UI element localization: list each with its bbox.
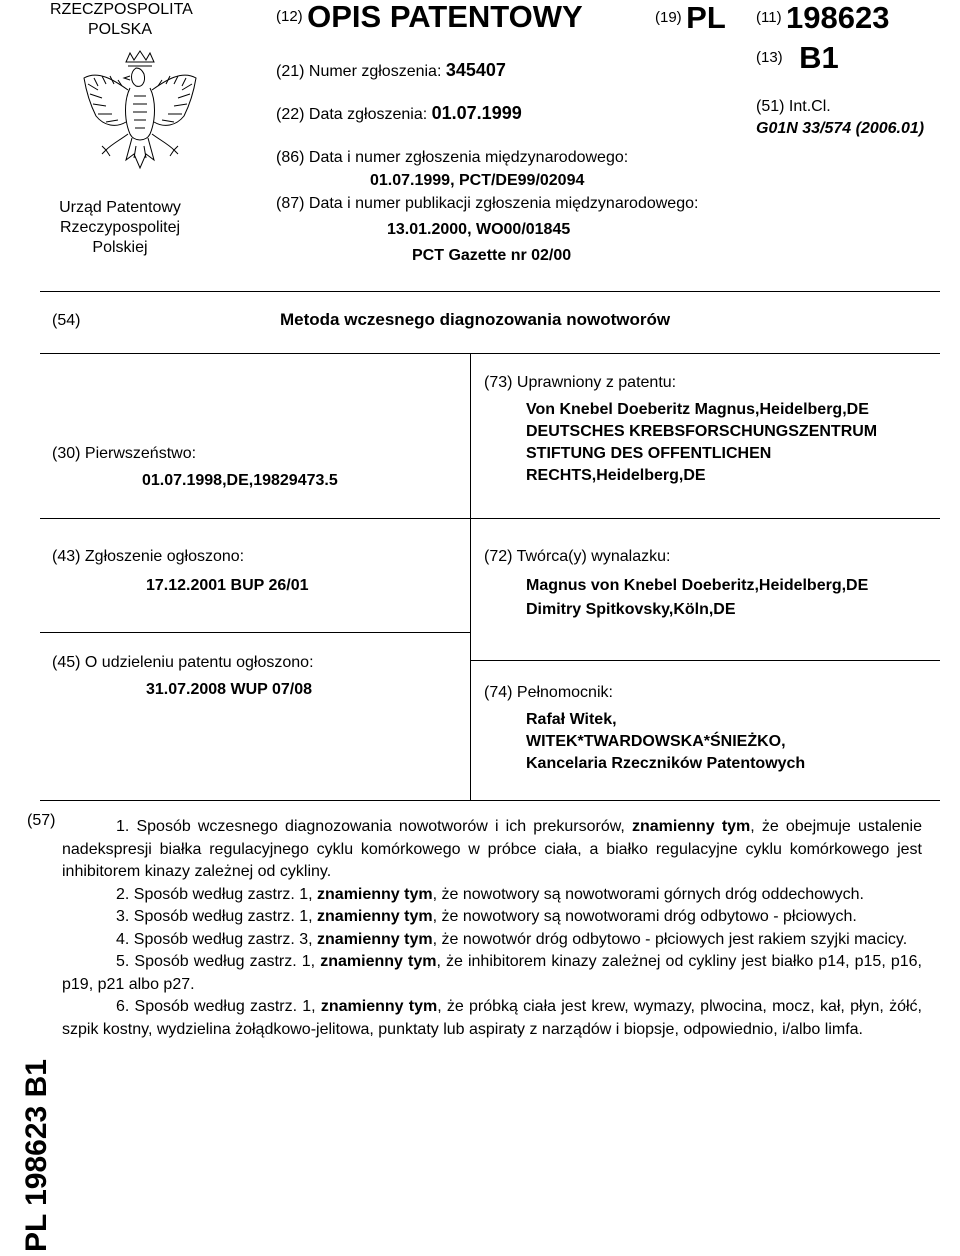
country-code-line xyxy=(655,2,726,34)
divider-left-2 xyxy=(40,632,470,633)
claim-4-keyword: znamienny tym xyxy=(317,930,433,948)
claim-4-text: 4. Sposób według zastrz. 3, xyxy=(116,930,313,948)
attorney-line: Kancelaria Rzeczników Patentowych xyxy=(526,755,806,772)
attorney-line: WITEK*TWARDOWSKA*ŚNIEŻKO, xyxy=(526,733,786,750)
claim-1 xyxy=(62,816,922,884)
doc-type-code: (12) xyxy=(276,8,303,25)
divider-top xyxy=(40,291,940,292)
proprietor-list xyxy=(526,399,877,487)
claim-2-keyword: znamienny tym xyxy=(317,885,433,903)
intl-app-value: 01.07.1999, PCT/DE99/02094 xyxy=(370,172,585,189)
claim-3 xyxy=(62,906,922,929)
inventor-line: Dimitry Spitkovsky,Köln,DE xyxy=(526,601,736,618)
country-code: PL xyxy=(686,0,726,35)
title-tag: (54) xyxy=(52,312,81,329)
intcl-value: G01N 33/574 (2006.01) xyxy=(756,120,925,137)
patent-number-line xyxy=(756,2,889,34)
app-number-label: (21) Numer zgłoszenia: xyxy=(276,63,442,80)
proprietor-line: RECHTS,Heidelberg,DE xyxy=(526,467,706,484)
claim-6-body: , że próbką ciała jest krew, wymazy, plwocina, mocz, kał, płyn, żółć, szpik kostny, wydzielina żołądkowo-jelitowa, punktaty lub aspiraty z narządów i biopsje, odpowiednio, i/albo limfa. xyxy=(62,998,922,1038)
patent-number: 198623 xyxy=(786,0,890,35)
claims-tag: (57) xyxy=(27,812,56,829)
office-country-line1: RZECZPOSPOLITA xyxy=(50,1,193,18)
divider-left-1 xyxy=(40,518,470,519)
claim-6 xyxy=(62,996,922,1041)
claim-1-body: , że obejmuje ustalenie nadekspresji białka regulacyjnego cyklu komórkowego w próbce ciała, a białko regulacyjne cyklu komórkowego jest inhibitorem kinazy zależnej od cykliny. xyxy=(62,818,922,880)
claim-4 xyxy=(62,929,922,952)
eagle-emblem xyxy=(78,50,202,178)
app-date-label: (22) Data zgłoszenia: xyxy=(276,106,428,123)
claim-1-keyword: znamienny tym xyxy=(632,818,751,835)
kind-tag: (13) xyxy=(756,49,783,66)
claim-5-keyword: znamienny tym xyxy=(320,953,437,970)
divider-right-1 xyxy=(470,518,940,519)
claim-4-body: , że nowotwór dróg odbytowo - płciowych jest rakiem szyjki macicy. xyxy=(432,930,908,948)
office-name-line1: Urząd Patentowy xyxy=(59,199,181,216)
intl-pub-value: 13.01.2000, WO00/01845 xyxy=(387,221,571,238)
intl-pub-label: (87) Data i numer publikacji zgłoszenia międzynarodowego: xyxy=(276,195,699,212)
patent-number-tag: (11) xyxy=(756,9,782,26)
attorney-list xyxy=(526,709,805,775)
claim-6-keyword: znamienny tym xyxy=(320,998,438,1015)
app-number: 345407 xyxy=(445,60,506,80)
pct-gazette: PCT Gazette nr 02/00 xyxy=(412,247,572,264)
office-country-line2: POLSKA xyxy=(87,21,153,38)
intcl-label: (51) Int.Cl. xyxy=(756,98,831,115)
attorney-line: Rafał Witek, xyxy=(526,711,617,728)
office-name-line2: Rzeczypospolitej Polskiej xyxy=(59,219,181,256)
doc-type-line xyxy=(276,0,583,34)
claim-3-body: , że nowotwory są nowotworami dróg odbytowo - płciowych. xyxy=(432,908,857,925)
app-date: 01.07.1999 xyxy=(431,103,522,123)
proprietor-line: DEUTSCHES KREBSFORSCHUNGSZENTRUM xyxy=(526,423,878,440)
intl-app-label: (86) Data i numer zgłoszenia międzynarodowego: xyxy=(276,149,629,166)
office-name xyxy=(40,198,200,258)
claim-5 xyxy=(62,951,922,996)
kind-code: B1 xyxy=(799,40,839,75)
inventors-label: (72) Twórca(y) wynalazku: xyxy=(484,548,671,565)
grant-label: (45) O udzieleniu patentu ogłoszono: xyxy=(52,654,314,671)
published-app-label: (43) Zgłoszenie ogłoszono: xyxy=(52,548,245,565)
side-patent-label: PL 198623 B1 xyxy=(20,1059,53,1252)
claims-text xyxy=(62,816,922,1041)
doc-type: OPIS PATENTOWY xyxy=(307,0,583,34)
country-code-tag: (19) xyxy=(655,9,682,26)
priority-value: 01.07.1998,DE,19829473.5 xyxy=(142,472,338,489)
claim-5-body: , że inhibitorem kinazy zależnej od cykliny jest białko p14, p15, p16, p19, p21 albo p27. xyxy=(62,953,922,993)
claim-2 xyxy=(62,884,922,907)
app-number-line xyxy=(276,60,506,82)
office-country xyxy=(50,0,193,40)
claim-3-keyword: znamienny tym xyxy=(317,908,433,925)
claim-1-text: 1. Sposób wczesnego diagnozowania nowotworów i ich prekursorów, xyxy=(116,818,625,835)
inventor-line: Magnus von Knebel Doeberitz,Heidelberg,DE xyxy=(526,577,869,594)
divider-title xyxy=(40,353,940,354)
claim-5-text: 5. Sposób według zastrz. 1, xyxy=(116,953,316,970)
published-app-value: 17.12.2001 BUP 26/01 xyxy=(146,577,309,594)
kind-line xyxy=(756,42,839,74)
attorney-label: (74) Pełnomocnik: xyxy=(484,684,613,701)
claim-2-body: , że nowotwory są nowotworami górnych dróg oddechowych. xyxy=(432,885,864,903)
proprietor-line: STIFTUNG DES OFFENTLICHEN xyxy=(526,445,772,462)
claim-2-text: 2. Sposób według zastrz. 1, xyxy=(116,885,313,903)
priority-label: (30) Pierwszeństwo: xyxy=(52,445,197,462)
claim-6-text: 6. Sposób według zastrz. 1, xyxy=(116,998,316,1015)
invention-title: Metoda wczesnego diagnozowania nowotworów xyxy=(280,310,671,329)
divider-right-2 xyxy=(470,660,940,661)
inventors-list xyxy=(526,574,868,622)
column-divider xyxy=(470,353,471,800)
app-date-line xyxy=(276,103,522,125)
divider-bottom xyxy=(40,800,940,801)
grant-value: 31.07.2008 WUP 07/08 xyxy=(146,681,313,698)
proprietor-label: (73) Uprawniony z patentu: xyxy=(484,374,677,391)
claim-3-text: 3. Sposób według zastrz. 1, xyxy=(116,908,313,925)
proprietor-line: Von Knebel Doeberitz Magnus,Heidelberg,DE xyxy=(526,401,869,418)
